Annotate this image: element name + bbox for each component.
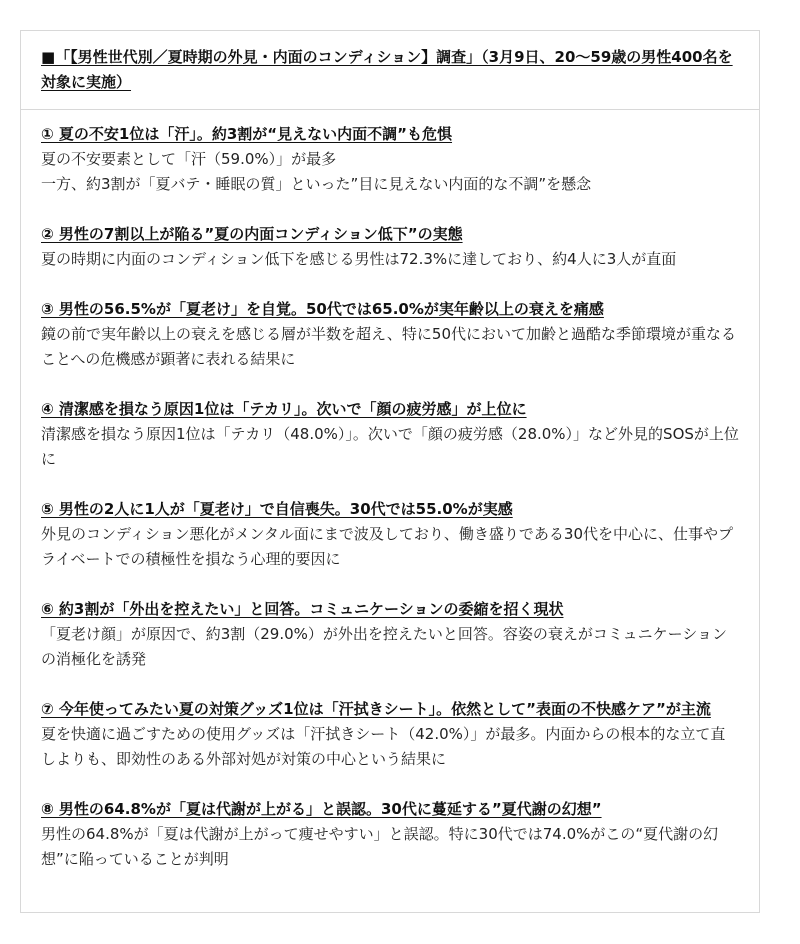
- finding-8: [41, 797, 739, 872]
- finding-3: [41, 297, 739, 372]
- finding-8-heading: ⑧ 男性の64.8%が「夏は代謝が上がる」と誤認。30代に蔓延する”夏代謝の幻想”: [41, 800, 602, 818]
- finding-4: [41, 397, 739, 472]
- finding-5-heading: ⑤ 男性の2人に1人が「夏老け」で自信喪失。30代では55.0%が実感: [41, 500, 513, 518]
- finding-6: [41, 597, 739, 672]
- finding-2-heading: ② 男性の7割以上が陥る”夏の内面コンディション低下”の実態: [41, 225, 463, 243]
- finding-2-text: 夏の時期に内面のコンディション低下を感じる男性は72.3%に達しており、約4人に3人が直面: [41, 250, 677, 268]
- finding-1-text: 夏の不安要素として「汗（59.0%）」が最多: [41, 150, 337, 168]
- finding-5: [41, 497, 739, 572]
- survey-title: ■「【男性世代別／夏時期の外見・内面のコンディション】調査」（3月9日、20〜59歳の男性400名を対象に実施）: [41, 48, 733, 91]
- finding-5-text: 外見のコンディション悪化がメンタル面にまで波及しており、働き盛りである30代を中心に、仕事やプライベートでの積極性を損なう心理的要因に: [41, 525, 733, 568]
- finding-1-heading: ① 夏の不安1位は「汗」。約3割が“見えない内面不調”も危惧: [41, 125, 453, 143]
- finding-2: [41, 222, 739, 272]
- finding-6-text: 「夏老け顔」が原因で、約3割（29.0%）が外出を控えたいと回答。容姿の衰えがコミュニケーションの消極化を誘発: [41, 625, 727, 668]
- finding-7: [41, 697, 739, 772]
- finding-7-text: 夏を快適に過ごすための使用グッズは「汗拭きシート（42.0%）」が最多。内面からの根本的な立て直しよりも、即効性のある外部対処が対策の中心という結果に: [41, 725, 726, 768]
- finding-1-text: 一方、約3割が「夏バテ・睡眠の質」といった”目に見えない内面的な不調”を懸念: [41, 175, 592, 193]
- finding-7-heading: ⑦ 今年使ってみたい夏の対策グッズ1位は「汗拭きシート」。依然として”表面の不快感ケア”が主流: [41, 700, 711, 718]
- finding-4-heading: ④ 清潔感を損なう原因1位は「テカリ」。次いで「顔の疲労感」が上位に: [41, 400, 527, 418]
- card-body: [21, 110, 759, 872]
- finding-8-text: 男性の64.8%が「夏は代謝が上がって痩せやすい」と誤認。特に30代では74.0%がこの“夏代謝の幻想”に陥っていることが判明: [41, 825, 719, 868]
- finding-6-heading: ⑥ 約3割が「外出を控えたい」と回答。コミュニケーションの委縮を招く現状: [41, 600, 564, 618]
- finding-4-text: 清潔感を損なう原因1位は「テカリ（48.0%）」。次いで「顔の疲労感（28.0%）」など外見的SOSが上位に: [41, 425, 739, 468]
- finding-3-text: 鏡の前で実年齢以上の衰えを感じる層が半数を超え、特に50代において加齢と過酷な季節環境が重なることへの危機感が顕著に表れる結果に: [41, 325, 736, 368]
- finding-3-heading: ③ 男性の56.5%が「夏老け」を自覚。50代では65.0%が実年齢以上の衰えを痛感: [41, 300, 604, 318]
- survey-summary-card: [20, 30, 760, 913]
- finding-1: [41, 122, 739, 197]
- card-header: [21, 31, 759, 110]
